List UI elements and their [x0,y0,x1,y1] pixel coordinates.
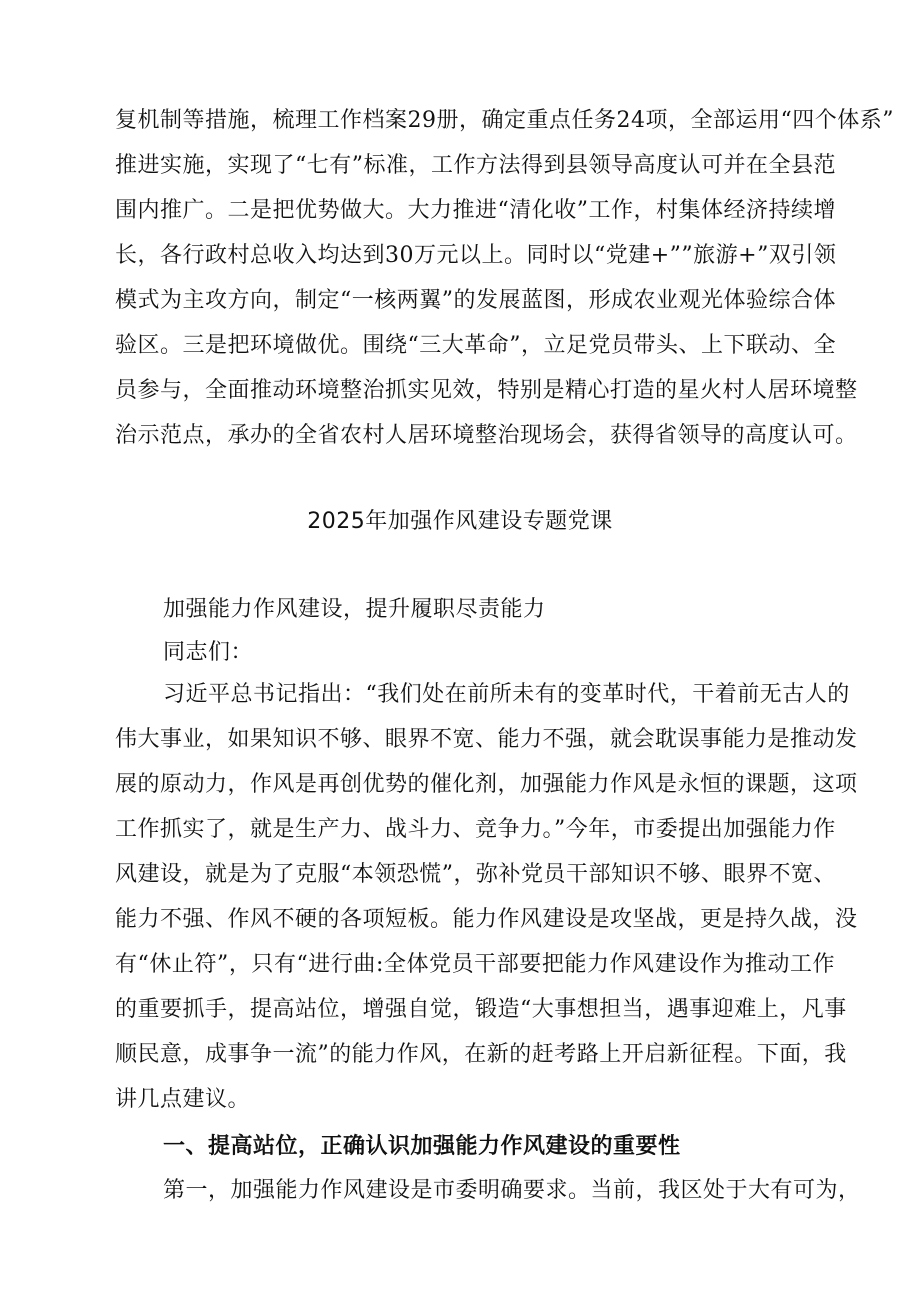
body-line: 长，各行政村总收入均达到30万元以上。同时以“党建+””旅游+”双引领 [115,243,837,268]
body-line: 顺民意，成事争一流”的能力作风，在新的赶考路上开启新征程。下面，我 [115,1042,847,1067]
body-line: 治示范点，承办的全省农村人居环境整治现场会，获得省领导的高度认可。 [115,423,858,448]
body-line: 的重要抓手，提高站位，增强自觉，锻造“大事想担当，遇事迎难上，凡事 [115,997,847,1022]
body-line: 验区。三是把环境做优。围绕“三大革命”，立足党员带头、上下联动、全 [115,333,836,358]
section-heading: 一、提高站位，正确认识加强能力作风建设的重要性 [163,1134,681,1159]
body-line: 工作抓实了，就是生产力、战斗力、竞争力。”今年，市委提出加强能力作 [115,817,836,842]
document-subtitle: 加强能力作风建设，提升履职尽责能力 [163,597,546,622]
salutation: 同志们： [163,640,254,665]
body-line: 模式为主攻方向，制定“一核两翼”的发展蓝图，形成农业观光体验综合体 [115,288,836,313]
body-line: 推进实施，实现了“七有”标准，工作方法得到县领导高度认可并在全县范 [115,153,836,178]
body-line: 员参与，全面推动环境整治抓实见效，特别是精心打造的星火村人居环境整 [115,378,858,403]
body-line: 复机制等措施，梳理工作档案29册，确定重点任务24项，全部运用“四个体系” [115,108,894,133]
body-line: 能力不强、作风不硬的各项短板。能力作风建设是攻坚战，更是持久战，没 [115,907,858,932]
body-line: 习近平总书记指出：“我们处在前所未有的变革时代，干着前无古人的 [163,682,850,707]
body-line: 讲几点建议。 [115,1087,251,1112]
document-title: 2025年加强作风建设专题党课 [307,509,613,534]
body-line: 第一，加强能力作风建设是市委明确要求。当前，我区处于大有可为， [163,1178,861,1203]
body-line: 展的原动力，作风是再创优势的催化剂，加强能力作风是永恒的课题，这项 [115,772,858,797]
body-line: 有“休止符”，只有“进行曲:全体党员干部要把能力作风建设作为推动工作 [115,952,835,977]
body-line: 风建设，就是为了克服“本领恐慌”，弥补党员干部知识不够、眼界不宽、 [115,862,836,887]
body-line: 围内推广。二是把优势做大。大力推进“清化收”工作，村集体经济持续增 [115,198,836,223]
body-line: 伟大事业，如果知识不够、眼界不宽、能力不强，就会耽误事能力是推动发 [115,727,858,752]
